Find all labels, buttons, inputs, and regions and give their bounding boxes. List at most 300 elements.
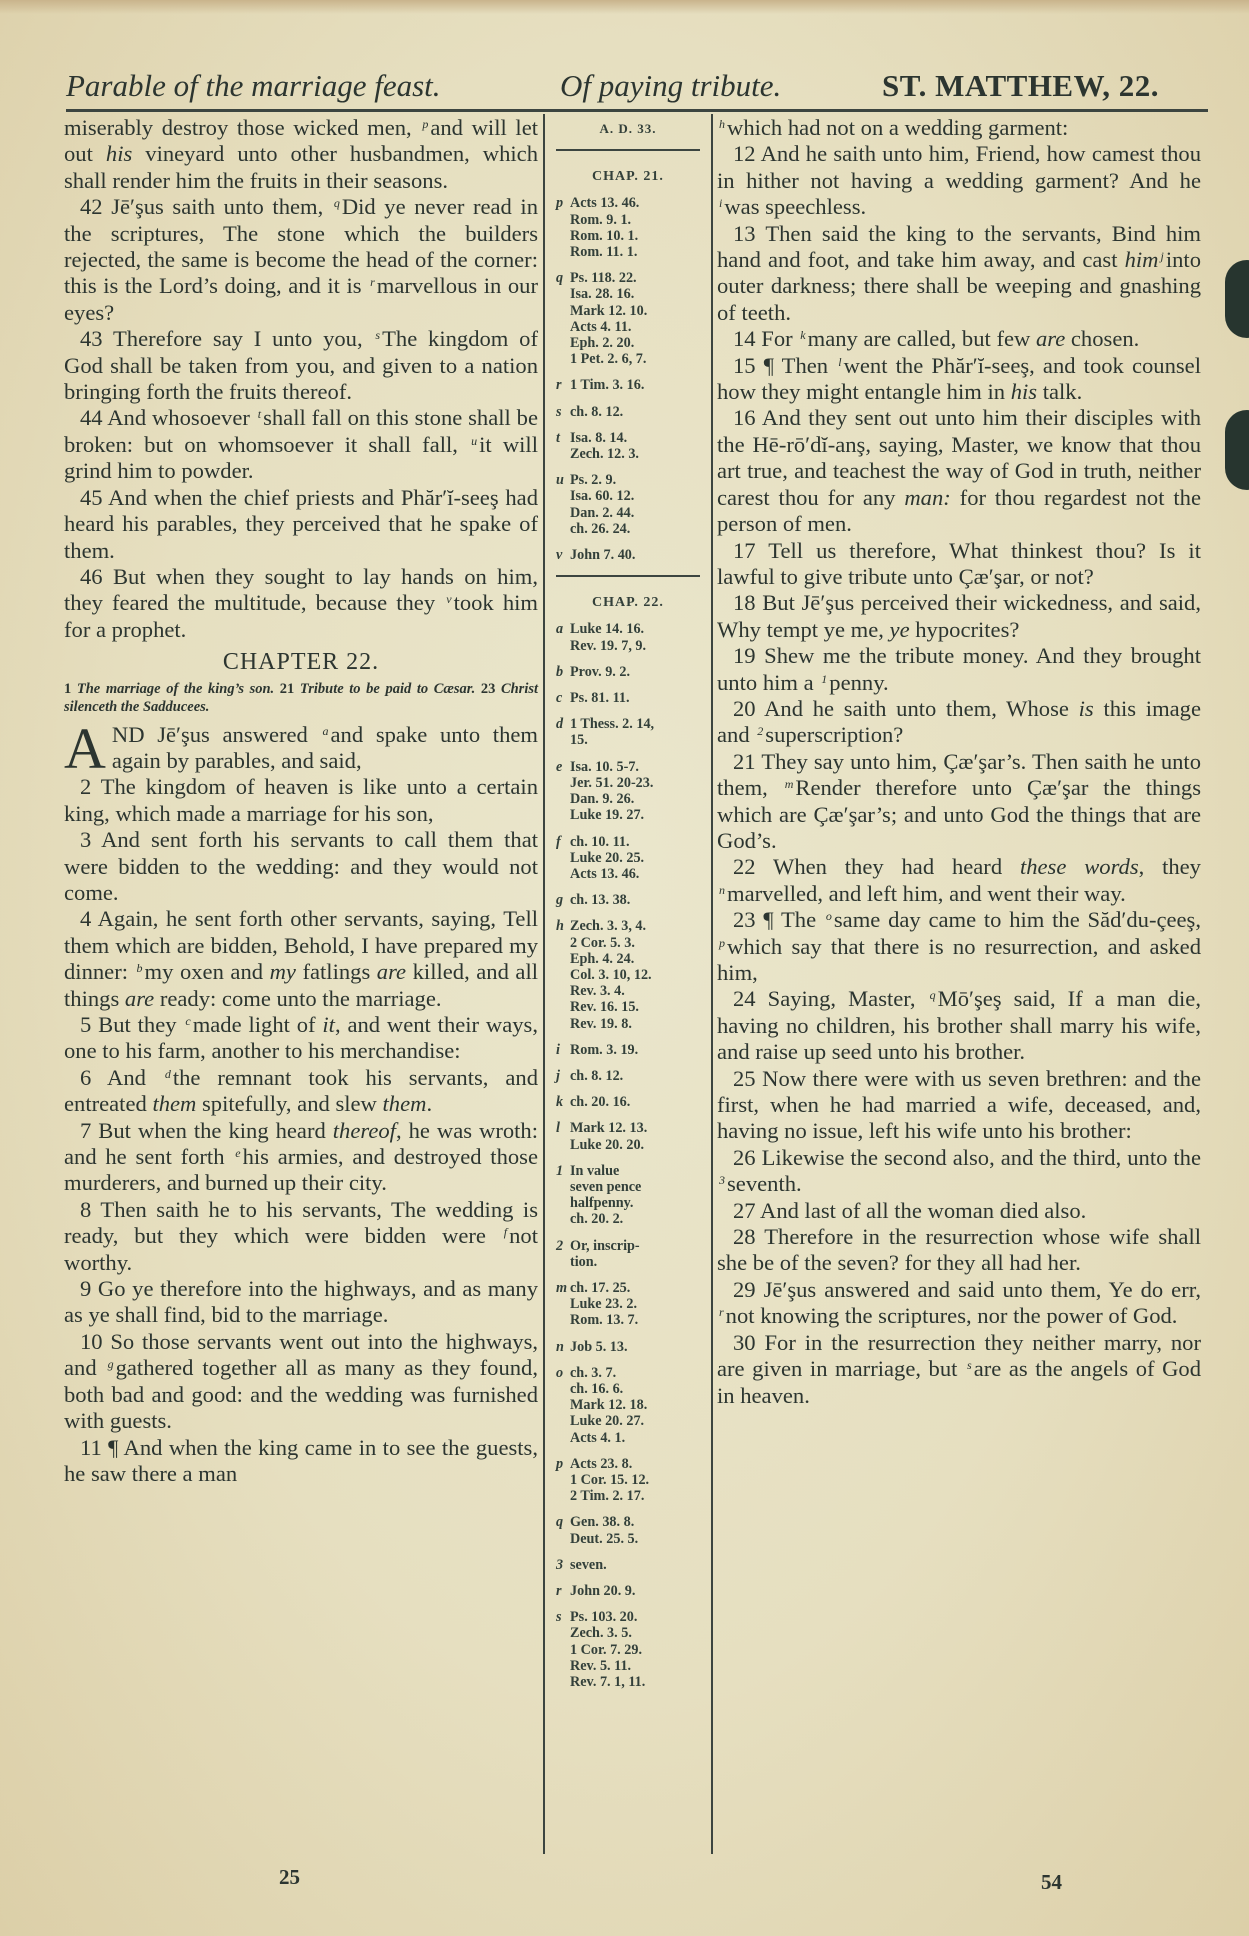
reference-key: b (556, 663, 564, 680)
drop-cap: A (64, 715, 106, 781)
verse (717, 1277, 1201, 1330)
verse-number: 2 (80, 774, 92, 800)
reference-key: n (556, 1338, 564, 1355)
reference-line: Eph. 2. 20. (570, 335, 635, 352)
reference-line: Ps. 103. 20. (570, 1609, 638, 1626)
reference-key: s (556, 1609, 562, 1626)
reference-line: Luke 20. 27. (570, 1413, 645, 1430)
reference-line: 1 Tim. 3. 16. (570, 377, 645, 394)
verse: 7 But when the king heard thereof, he was wroth: and he sent forth $^e$his armies, and destroyed those murderers, and burned up their city. (64, 1117, 538, 1196)
reference-line: Acts 23. 8. (570, 1455, 633, 1472)
cross-reference[interactable] (548, 918, 708, 1031)
verse: 43 Therefore say I unto you, $^s$The kingdom of God shall be taken from you, and given to a nation bringing forth the fruits thereof. (64, 326, 538, 405)
verse (717, 405, 1201, 537)
italic-text: are (1035, 326, 1066, 352)
reference-line: Rev. 19. 8. (570, 1015, 632, 1032)
reference-line: ch. 8. 12. (570, 1067, 624, 1084)
reference-key: k (556, 1094, 564, 1111)
verse (717, 1145, 1201, 1198)
verse (717, 590, 1201, 643)
cross-reference[interactable] (548, 430, 708, 462)
reference-line: ch. 8. 12. (570, 403, 624, 420)
chapter-heading: CHAPTER 22. (222, 649, 380, 676)
verse-text: Render therefore unto Çæ′şar the things which are Çæ′şar’s; and unto God the things that are God’s. (717, 775, 1201, 853)
reference-marker[interactable]: k (800, 328, 806, 343)
chapter-21-label: CHAP. 21. (592, 169, 664, 185)
cross-reference[interactable] (548, 1583, 708, 1599)
reference-line: 1 Cor. 7. 29. (570, 1641, 642, 1658)
verse: 44 And whosoever $^t$shall fall on this stone shall be broken: but on whomsoever it shall fall, $^u$it will grind him to powder. (64, 405, 538, 484)
verse-text: And he saith unto him, Friend, how camest thou in hither not having a wedding garment? And he (717, 141, 1201, 193)
right-verses (717, 141, 1201, 1409)
reference-line: seven. (570, 1556, 607, 1573)
verse-text: penny. (829, 669, 889, 695)
verse (717, 854, 1201, 907)
verse-number: 45 (80, 484, 103, 510)
page-number-right: 54 (1041, 1870, 1062, 1894)
verse: 11 ¶ And when the king came in to see the guests, he saw there a man (64, 1434, 538, 1486)
cross-reference[interactable] (548, 690, 708, 706)
verse-number: 19 (733, 643, 756, 669)
reference-line: ch. 13. 38. (570, 892, 631, 909)
reference-line: Mark 12. 10. (570, 302, 648, 319)
verse-number: 20 (733, 695, 756, 721)
cross-reference[interactable] (548, 1042, 708, 1058)
verse-number: 30 (733, 1329, 756, 1355)
reference-key: 2 (556, 1237, 564, 1254)
reference-line: Eph. 4. 24. (570, 950, 635, 967)
reference-line: Zech. 12. 3. (570, 446, 639, 463)
reference-marker[interactable]: u (471, 433, 478, 448)
reference-line: Rev. 16. 15. (570, 999, 639, 1016)
reference-line: Acts 13. 46. (570, 865, 640, 882)
italic-text: him (1124, 247, 1159, 273)
reference-line: 2 Tim. 2. 17. (570, 1488, 645, 1505)
verse-text: But Jē′şus perceived their wickedness, and said, Why tempt ye me, (717, 590, 1201, 642)
verse-text: was speechless. (724, 194, 867, 220)
verse-text: Therefore in the resurrection whose wife shall she be of the seven? for they all had her. (717, 1224, 1202, 1276)
reference-line: Job 5. 13. (570, 1338, 628, 1355)
cross-reference[interactable] (548, 1068, 708, 1084)
verse (717, 643, 1201, 696)
reference-marker[interactable]: t (257, 407, 262, 422)
column-rule-left (543, 114, 545, 1854)
verse-number: 22 (733, 854, 756, 880)
column-rule-right (711, 114, 713, 1854)
reference-marker[interactable]: g (107, 1357, 114, 1372)
reference-line: Acts 4. 11. (570, 318, 632, 335)
reference-line: Luke 23. 2. (570, 1296, 638, 1313)
verse-number: 16 (733, 405, 756, 431)
reference-marker[interactable]: a (322, 723, 329, 738)
verse-text: Likewise the second also, and the third, unto the (761, 1144, 1201, 1170)
reference-line: seven pence (570, 1178, 642, 1195)
page-edge (0, 0, 1249, 14)
continuation-line: miserably destroy those wicked men, $^p$and will let out his vineyard unto other husbandmen, which shall render him the fruits in their seasons. (64, 115, 538, 193)
reference-line: Isa. 10. 5-7. (570, 758, 639, 775)
reference-key: c (556, 690, 563, 707)
reference-line: Ps. 118. 22. (570, 270, 637, 287)
verse-1: AND Jē′şus answered $^a$and spake unto them again by parables, and said, (64, 715, 538, 781)
verse-number: 23 (733, 907, 756, 933)
verse-number: 27 (733, 1197, 756, 1223)
right-text-column (717, 115, 1201, 1409)
reference-line: ch. 17. 25. (570, 1279, 631, 1296)
chapter-22-references (548, 621, 708, 1690)
verse-number: 12 (733, 141, 756, 167)
verse-text: not knowing the scriptures, nor the power of God. (725, 1303, 1178, 1329)
reference-line: Ps. 81. 11. (570, 690, 630, 707)
verse-number: 8 (80, 1196, 92, 1222)
cross-reference[interactable] (548, 1094, 708, 1110)
reference-key: t (556, 429, 560, 446)
reference-marker[interactable]: o (825, 909, 832, 924)
verse-text: Then said the king to the servants, Bind him hand and foot, and take him away, and cast (717, 220, 1201, 273)
reference-line: Col. 3. 10, 12. (570, 966, 652, 983)
cross-reference[interactable] (548, 621, 708, 653)
reference-line: Luke 14. 16. (570, 621, 645, 638)
running-header (64, 62, 1212, 110)
verse-text: When they had heard (773, 854, 1020, 880)
verse (717, 141, 1201, 220)
reference-line: Rev. 19. 7, 9. (570, 637, 647, 654)
reference-line: Rom. 11. 1. (570, 244, 638, 261)
verse-number: 18 (733, 590, 756, 616)
thumb-index-tab (1225, 260, 1249, 338)
verse (717, 749, 1201, 855)
verse-number: 4 (80, 906, 92, 932)
reference-marker[interactable]: f (503, 1225, 508, 1240)
cross-reference[interactable] (548, 195, 708, 260)
italic-text: these words (1019, 854, 1139, 880)
verse-text: for thou regardest not the person of men. (717, 484, 1201, 537)
reference-line: 1 Cor. 15. 12. (570, 1472, 650, 1488)
reference-key: q (556, 270, 564, 287)
reference-line: ch. 10. 11. (570, 833, 630, 850)
cross-reference[interactable] (548, 472, 708, 537)
verse-number: 21 (733, 748, 756, 774)
verse-number: 9 (80, 1276, 92, 1302)
reference-key: e (556, 758, 563, 775)
verse: 6 And $^d$the remnant took his servants, and entreated them spitefully, and slew them. (64, 1064, 539, 1117)
reference-line: John 7. 40. (570, 547, 636, 564)
reference-line: Isa. 28. 16. (570, 286, 635, 303)
reference-line: ch. 20. 2. (570, 1211, 624, 1228)
verse (717, 221, 1201, 327)
verse-text: Now there were with us seven brethren: and the first, when he had married a wife, deceased, and, having no issue, left his wife unto his brother: (717, 1065, 1201, 1144)
reference-line: Zech. 3. 5. (570, 1625, 632, 1642)
cross-reference[interactable] (548, 1609, 708, 1690)
reference-marker[interactable]: 2 (757, 724, 764, 739)
verse (717, 1224, 1201, 1277)
verse: 42 Jē′şus saith unto them, $^q$Did ye never read in the scriptures, The stone which the builders rejected, the same is become the head of the corner: this is the Lord’s doing, and it is $^r$marvellous in our eyes? (64, 194, 538, 325)
cross-reference[interactable] (548, 1120, 708, 1152)
cross-reference[interactable] (548, 547, 708, 563)
reference-key: i (556, 1041, 560, 1058)
verse (717, 538, 1201, 591)
verse-text: Tell us therefore, What thinkest thou? Is it lawful to give tribute unto Çæ′şar, or not? (717, 537, 1201, 589)
verse-text: into outer darkness; there shall be weeping and gnashing of teeth. (717, 247, 1201, 325)
verse-text: For in the resurrection they neither marry, nor are given in marriage, but (717, 1329, 1201, 1382)
reference-key: 3 (556, 1556, 564, 1573)
verse-text: Mō′şeş said, If a man die, having no children, his brother shall marry his wife, and raise up seed unto his brother. (717, 986, 1201, 1065)
reference-line: 1 Thess. 2. 14, (570, 716, 655, 733)
verse-text: went the Phăr′ĭ-seeş, and took counsel how they might entangle him in (717, 352, 1201, 405)
reference-line: ch. 20. 16. (570, 1094, 631, 1111)
verse-text: seventh. (727, 1171, 802, 1197)
cross-reference[interactable] (548, 270, 708, 367)
verse: 10 So those servants went out into the highways, and $^g$gathered together all as many as they found, both bad and good: and the wedding was furnished with guests. (64, 1328, 539, 1434)
reference-line: Rom. 3. 19. (570, 1041, 639, 1058)
reference-line: Jer. 51. 20-23. (570, 774, 654, 791)
reference-line: Rom. 13. 7. (570, 1312, 639, 1329)
verse-text: which say that there is no resurrection, and asked him, (717, 933, 1201, 985)
verse: 3 And sent forth his servants to call them that were bidden to the wedding: and they would not come. (64, 827, 538, 905)
reference-marker[interactable]: n (719, 882, 725, 897)
verse-number: 42 (80, 194, 103, 220)
reference-line: John 20. 9. (570, 1583, 636, 1600)
era-label: A. D. 33. (599, 121, 657, 136)
cross-reference[interactable] (548, 759, 708, 824)
reference-key: g (556, 892, 564, 909)
verse-number: 15 (733, 352, 756, 378)
reference-line: Mark 12. 13. (570, 1120, 648, 1137)
reference-key: f (556, 833, 561, 850)
reference-key: r (556, 377, 562, 394)
reference-line: Zech. 3. 3, 4. (570, 918, 647, 935)
reference-line: Prov. 9. 2. (570, 663, 631, 680)
verse (717, 326, 1201, 352)
verse-text: ¶ The (763, 907, 824, 933)
verse-number: 24 (733, 986, 756, 1012)
left-text-column (64, 115, 538, 1487)
verse-text: this image and (717, 695, 1202, 748)
verse-text: superscription? (765, 722, 904, 748)
reference-marker[interactable]: r (719, 1305, 724, 1320)
verse: 5 But they $^c$made light of it, and went their ways, one to his farm, another to his merchandise: (64, 1012, 539, 1064)
chapter-22-label: CHAP. 22. (592, 595, 664, 611)
cross-reference[interactable] (548, 1557, 708, 1573)
cross-reference[interactable] (548, 1280, 708, 1329)
reference-marker[interactable]: b (136, 961, 143, 976)
reference-key: h (556, 918, 564, 935)
reference-marker[interactable]: p (719, 935, 725, 950)
reference-line: Rev. 3. 4. (570, 983, 625, 1000)
reference-key: a (556, 621, 564, 638)
thumb-index-tab (1225, 410, 1249, 490)
reference-line: Luke 20. 25. (570, 849, 645, 866)
verse-text: For (761, 326, 799, 352)
verse-number: 7 (80, 1117, 92, 1143)
verse-text: many are called, but few (807, 326, 1036, 352)
verse (717, 986, 1201, 1065)
cross-reference[interactable] (548, 664, 708, 680)
verse-text: Jē′şus answered and said unto them, Ye do err, (763, 1276, 1201, 1302)
reference-key: v (556, 547, 563, 564)
reference-line: Rev. 7. 1, 11. (570, 1674, 646, 1691)
reference-marker[interactable]: 3 (719, 1173, 725, 1188)
cross-reference[interactable] (548, 1238, 708, 1270)
verse-number: 44 (80, 405, 103, 431)
reference-marker[interactable]: m (784, 777, 794, 792)
verse-number: 3 (80, 827, 92, 853)
reference-line: Or, inscrip- (570, 1237, 640, 1254)
cross-reference[interactable] (548, 716, 708, 748)
reference-line: 1 Pet. 2. 6, 7. (570, 351, 647, 368)
verse-number: 28 (733, 1224, 756, 1250)
verse-text: , they (1138, 854, 1201, 880)
verse-text: And he saith unto them, Whose (764, 695, 1079, 721)
verse-number: 17 (733, 537, 756, 563)
verse-number: 10 (80, 1328, 103, 1354)
verse-number: 14 (733, 326, 756, 352)
reference-line: 2 Cor. 5. 3. (570, 934, 635, 951)
cross-reference[interactable] (548, 1163, 708, 1228)
verse: 8 Then saith he to his servants, The wedding is ready, but they which were bidden were $^f$not worthy. (64, 1196, 538, 1275)
verse-number: 26 (733, 1144, 756, 1170)
reference-line: ch. 26. 24. (570, 520, 631, 537)
reference-key: r (556, 1583, 562, 1600)
cross-reference[interactable] (548, 1339, 708, 1355)
reference-marker[interactable]: e (235, 1146, 241, 1161)
cross-reference[interactable] (548, 404, 708, 420)
reference-line: Deut. 25. 5. (570, 1530, 639, 1547)
reference-marker[interactable]: j (1160, 249, 1164, 264)
reference-line: Rom. 10. 1. (570, 227, 639, 244)
verse (717, 907, 1201, 986)
chapter-rule (556, 575, 700, 577)
reference-marker[interactable]: i (719, 196, 723, 211)
header-center-title: Of paying tribute. (560, 68, 782, 103)
reference-line: Ps. 2. 9. (570, 472, 617, 489)
verse (717, 1330, 1201, 1409)
header-rule (66, 109, 1208, 112)
verse-number: 11 (80, 1434, 102, 1460)
reference-key: s (556, 403, 562, 420)
reference-key: l (556, 1120, 560, 1137)
reference-marker[interactable]: r (370, 275, 375, 290)
reference-line: Dan. 2. 44. (570, 504, 635, 521)
verse-number: 6 (80, 1064, 92, 1090)
chapter-21-references (548, 195, 708, 563)
verse-number: 5 (80, 1012, 92, 1037)
verse: 4 Again, he sent forth other servants, saying, Tell them which are bidden, Behold, I have prepared my dinner: $^b$my oxen and my fatlings are killed, and all things are ready: come unto the marriage. (64, 906, 538, 1011)
reference-line: ch. 16. 6. (570, 1380, 624, 1397)
reference-key: p (556, 195, 564, 212)
reference-line: 15. (570, 732, 588, 749)
verse-text: They say unto him, Çæ′şar’s. Then saith he unto them, (717, 748, 1201, 801)
continuation-line: $^h$which had not on a wedding garment: (719, 115, 1069, 140)
reference-line: Rom. 9. 1. (570, 211, 632, 228)
verse-number: 13 (733, 220, 756, 246)
reference-line: Luke 19. 27. (570, 807, 645, 824)
cross-reference[interactable] (548, 377, 708, 393)
reference-line: Isa. 8. 14. (570, 429, 628, 446)
reference-line: Gen. 38. 8. (570, 1514, 635, 1531)
header-left-title: Parable of the marriage feast. (66, 68, 441, 103)
reference-key: o (556, 1364, 564, 1381)
verse (717, 1198, 1201, 1224)
reference-marker[interactable]: c (185, 1014, 191, 1028)
reference-line: Dan. 9. 26. (570, 791, 635, 808)
verse (717, 1066, 1201, 1145)
reference-marker[interactable]: q (929, 988, 936, 1003)
reference-line: ch. 3. 7. (570, 1364, 617, 1381)
era-rule (556, 149, 700, 151)
reference-line: Acts 4. 1. (570, 1429, 626, 1446)
verse-text: same day came to him the Săd′du-çeeş, (833, 907, 1201, 933)
verse-text: Shew me the tribute money. And they brought unto him a (717, 643, 1201, 695)
verse-text: hypocrites? (909, 616, 1020, 642)
verse-number: 29 (733, 1276, 756, 1302)
cross-reference[interactable] (548, 892, 708, 908)
italic-text: man: (904, 484, 951, 510)
reference-marker[interactable]: s (375, 328, 381, 343)
reference-marker[interactable]: 1 (821, 671, 828, 686)
reference-key: j (556, 1067, 560, 1084)
verse: 45 And when the chief priests and Phăr′ĭ-seeş had heard his parables, they perceived that he spake of them. (64, 484, 538, 563)
verse-text: chosen. (1065, 326, 1140, 352)
verse: 9 Go ye therefore into the highways, and as many as ye shall find, bid to the marriage. (64, 1276, 538, 1328)
reference-marker[interactable]: l (838, 354, 842, 369)
reference-line: halfpenny. (570, 1195, 634, 1212)
verse (717, 696, 1201, 749)
reference-marker[interactable]: v (446, 592, 452, 607)
reference-line: Mark 12. 18. (570, 1397, 648, 1414)
verse-text: are as the angels of God in heaven. (717, 1356, 1201, 1408)
reference-line: Isa. 60. 12. (570, 488, 635, 505)
italic-text: is (1078, 695, 1094, 721)
reference-line: Acts 13. 46. (570, 195, 640, 212)
reference-key: q (556, 1514, 564, 1531)
verse: 46 But when they sought to lay hands on him, they feared the multitude, because they $^v$took him for a prophet. (64, 563, 538, 642)
verse-text: marvelled, and left him, and went their way. (727, 880, 1126, 906)
cross-reference[interactable] (548, 1365, 708, 1446)
verse-number: 43 (80, 326, 103, 352)
verse-number: 46 (80, 563, 103, 589)
reference-marker[interactable]: p (422, 117, 429, 131)
reference-line: Rev. 5. 11. (570, 1657, 632, 1674)
page-number-left: 25 (279, 1865, 300, 1889)
italic-text: ye (889, 616, 910, 642)
reference-marker[interactable]: d (164, 1066, 171, 1081)
reference-marker[interactable]: h (719, 117, 725, 131)
cross-reference[interactable] (548, 1456, 708, 1505)
reference-line: tion. (570, 1253, 598, 1270)
verse-text: ¶ Then (763, 352, 837, 378)
verse-text: And last of all the woman died also. (760, 1197, 1087, 1223)
reference-marker[interactable]: q (333, 196, 340, 211)
header-book-chapter: ST. MATTHEW, 22. (882, 68, 1160, 103)
cross-reference-column (548, 115, 708, 1700)
reference-key: 1 (556, 1162, 564, 1179)
verse: 2 The kingdom of heaven is like unto a certain king, which made a marriage for his son, (64, 774, 538, 826)
cross-reference[interactable] (548, 834, 708, 883)
reference-key: u (556, 472, 564, 489)
chapter-summary: 1 The marriage of the king’s son. 21 Tribute to be paid to Cæsar. 23 Christ silenceth the Sadducees. (64, 680, 539, 715)
reference-line: Luke 20. 20. (570, 1136, 645, 1153)
reference-key: d (556, 716, 564, 733)
reference-line: In value (570, 1162, 620, 1179)
verse-text: talk. (1037, 379, 1083, 405)
cross-reference[interactable] (548, 1514, 708, 1546)
verse-text: Saying, Master, (767, 986, 928, 1012)
italic-text: his (1010, 379, 1038, 405)
verse (717, 353, 1201, 406)
reference-key: m (556, 1279, 568, 1296)
reference-key: p (556, 1455, 564, 1472)
reference-marker[interactable]: s (967, 1358, 972, 1373)
